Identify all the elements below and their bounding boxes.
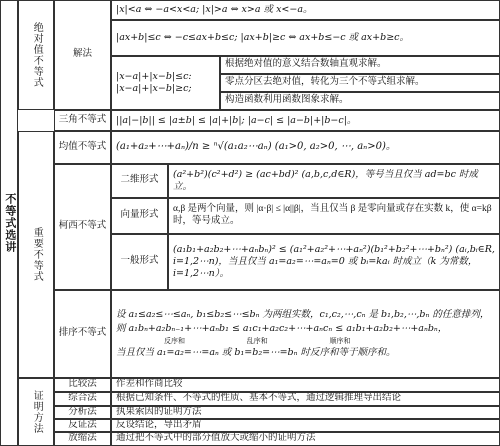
abs-row3-item3: 构造函数利用函数图象求解。 — [220, 92, 500, 110]
proof-name-analysis: 分析法 — [54, 406, 111, 419]
abs-row3-left-line2: |x−a|+|x−b|≥c; — [116, 83, 192, 94]
proof-name-scaling: 放缩法 — [54, 432, 111, 446]
proof-label: 证明方法 — [18, 378, 54, 446]
proof-desc-synthesis: 根据已知条件、不等式的性质、基本不等式，通过逻辑推理导出结论 — [111, 392, 500, 406]
important-label: 重要不等式 — [18, 131, 54, 378]
cauchy-2d-text: (a²+b²)(c²+d²) ≥ (ac+bd)² (a,b,c,d∈R)，等号当且仅当 ad=bc 时成立。 — [168, 164, 500, 198]
triangle-text: ||a|−|b|| ≤ |a±b| ≤ |a|+|b|; |a−c| ≤ |a−b|+|b−c|。 — [111, 110, 500, 131]
rearr-brace-random: 乱序和 — [246, 336, 268, 345]
proof-name-synthesis: 综合法 — [54, 392, 111, 406]
abs-row1: |x|<a ⇔ −a<x<a; |x|>a ⇔ x>a 或 x<−a。 — [111, 0, 500, 20]
abs-row3-item1: 根据绝对值的意义结合数轴直观求解。 — [220, 56, 500, 74]
abs-row3-item2: 零点分区去绝对值，转化为三个不等式组求解。 — [220, 74, 500, 92]
rearr-label: 排序不等式 — [54, 290, 111, 378]
cauchy-label: 柯西不等式 — [54, 164, 111, 290]
proof-desc-contradiction: 反设结论，导出矛盾 — [111, 419, 500, 432]
cauchy-2d-label: 二维形式 — [111, 164, 168, 198]
abs-row3-left-line1: |x−a|+|x−b|≤c: — [116, 71, 192, 83]
abs-method-label: 解法 — [54, 0, 111, 110]
triangle-label: 三角不等式 — [54, 110, 111, 131]
rearr-text — [111, 290, 500, 378]
abs-row2: |ax+b|≤c ⇔ −c≤ax+b≤c; |ax+b|≥c ⇔ ax+b≤−c 或 ax+b≥c。 — [111, 20, 500, 56]
cauchy-vector-label: 向量形式 — [111, 198, 168, 234]
proof-name-contradiction: 反证法 — [54, 419, 111, 432]
rearr-line2: 则 a₁bₙ+a₂bₙ₋₁+⋯+aₙb₁ ≤ a₁c₁+a₂c₂+⋯+aₙcₙ ≤ a₁b₁+a₂b₂+⋯+aₙbₙ， — [116, 322, 448, 334]
proof-desc-scaling: 通过把不等式中的部分值放大或缩小的证明方法 — [111, 432, 500, 446]
rearr-brace-labels — [116, 337, 351, 346]
cauchy-general-text: (a₁b₁+a₂b₂+⋯+aₙbₙ)² ≤ (a₁²+a₂²+⋯+aₙ²)(b₁²+b₂²+⋯+bₙ²) (aᵢ,bᵢ∈R, i=1,2⋯n)，当且仅当 a₁=a₂=⋯=aₙ=0 或 bᵢ=kaᵢ 时成立（k 为常数，i=1,2⋯n）。 — [168, 234, 500, 290]
abs-row3-left — [111, 56, 220, 110]
proof-name-compare: 比较法 — [54, 378, 111, 392]
rearr-line1: 设 a₁≤a₂≤⋯≤aₙ, b₁≤b₂≤⋯≤bₙ 为两组实数，c₁,c₂,⋯,cₙ 是 b₁,b₂,⋯,bₙ 的任意排列， — [116, 308, 490, 320]
cauchy-general-label: 一般形式 — [111, 234, 168, 290]
rearr-brace-ordered: 顺序和 — [329, 336, 351, 345]
amgm-text: (a₁+a₂+⋯+aₙ)/n ≥ ⁿ√(a₁a₂⋯aₙ) (a₁>0, a₂>0, ⋯, aₙ>0)。 — [111, 131, 500, 164]
proof-desc-analysis: 执果索因的证明方法 — [111, 406, 500, 419]
rearr-brace-reverse: 反序和 — [164, 336, 185, 345]
outer-label: 不等式选讲 — [0, 0, 18, 446]
cauchy-vector-text: α,β 是两个向量，则 |α·β| ≤ |α||β|，当且仅当 β 是零向量或存在实数 k，使 α=kβ 时，等号成立。 — [168, 198, 500, 234]
rearr-line3: 当且仅当 a₁=a₂=⋯=aₙ 或 b₁=b₂=⋯=bₙ 时反序和等于顺序和。 — [116, 347, 396, 359]
amgm-label: 均值不等式 — [54, 131, 111, 164]
proof-desc-compare: 作差和作商比较 — [111, 378, 500, 392]
abs-section-label: 绝对值不等式 — [18, 0, 54, 110]
